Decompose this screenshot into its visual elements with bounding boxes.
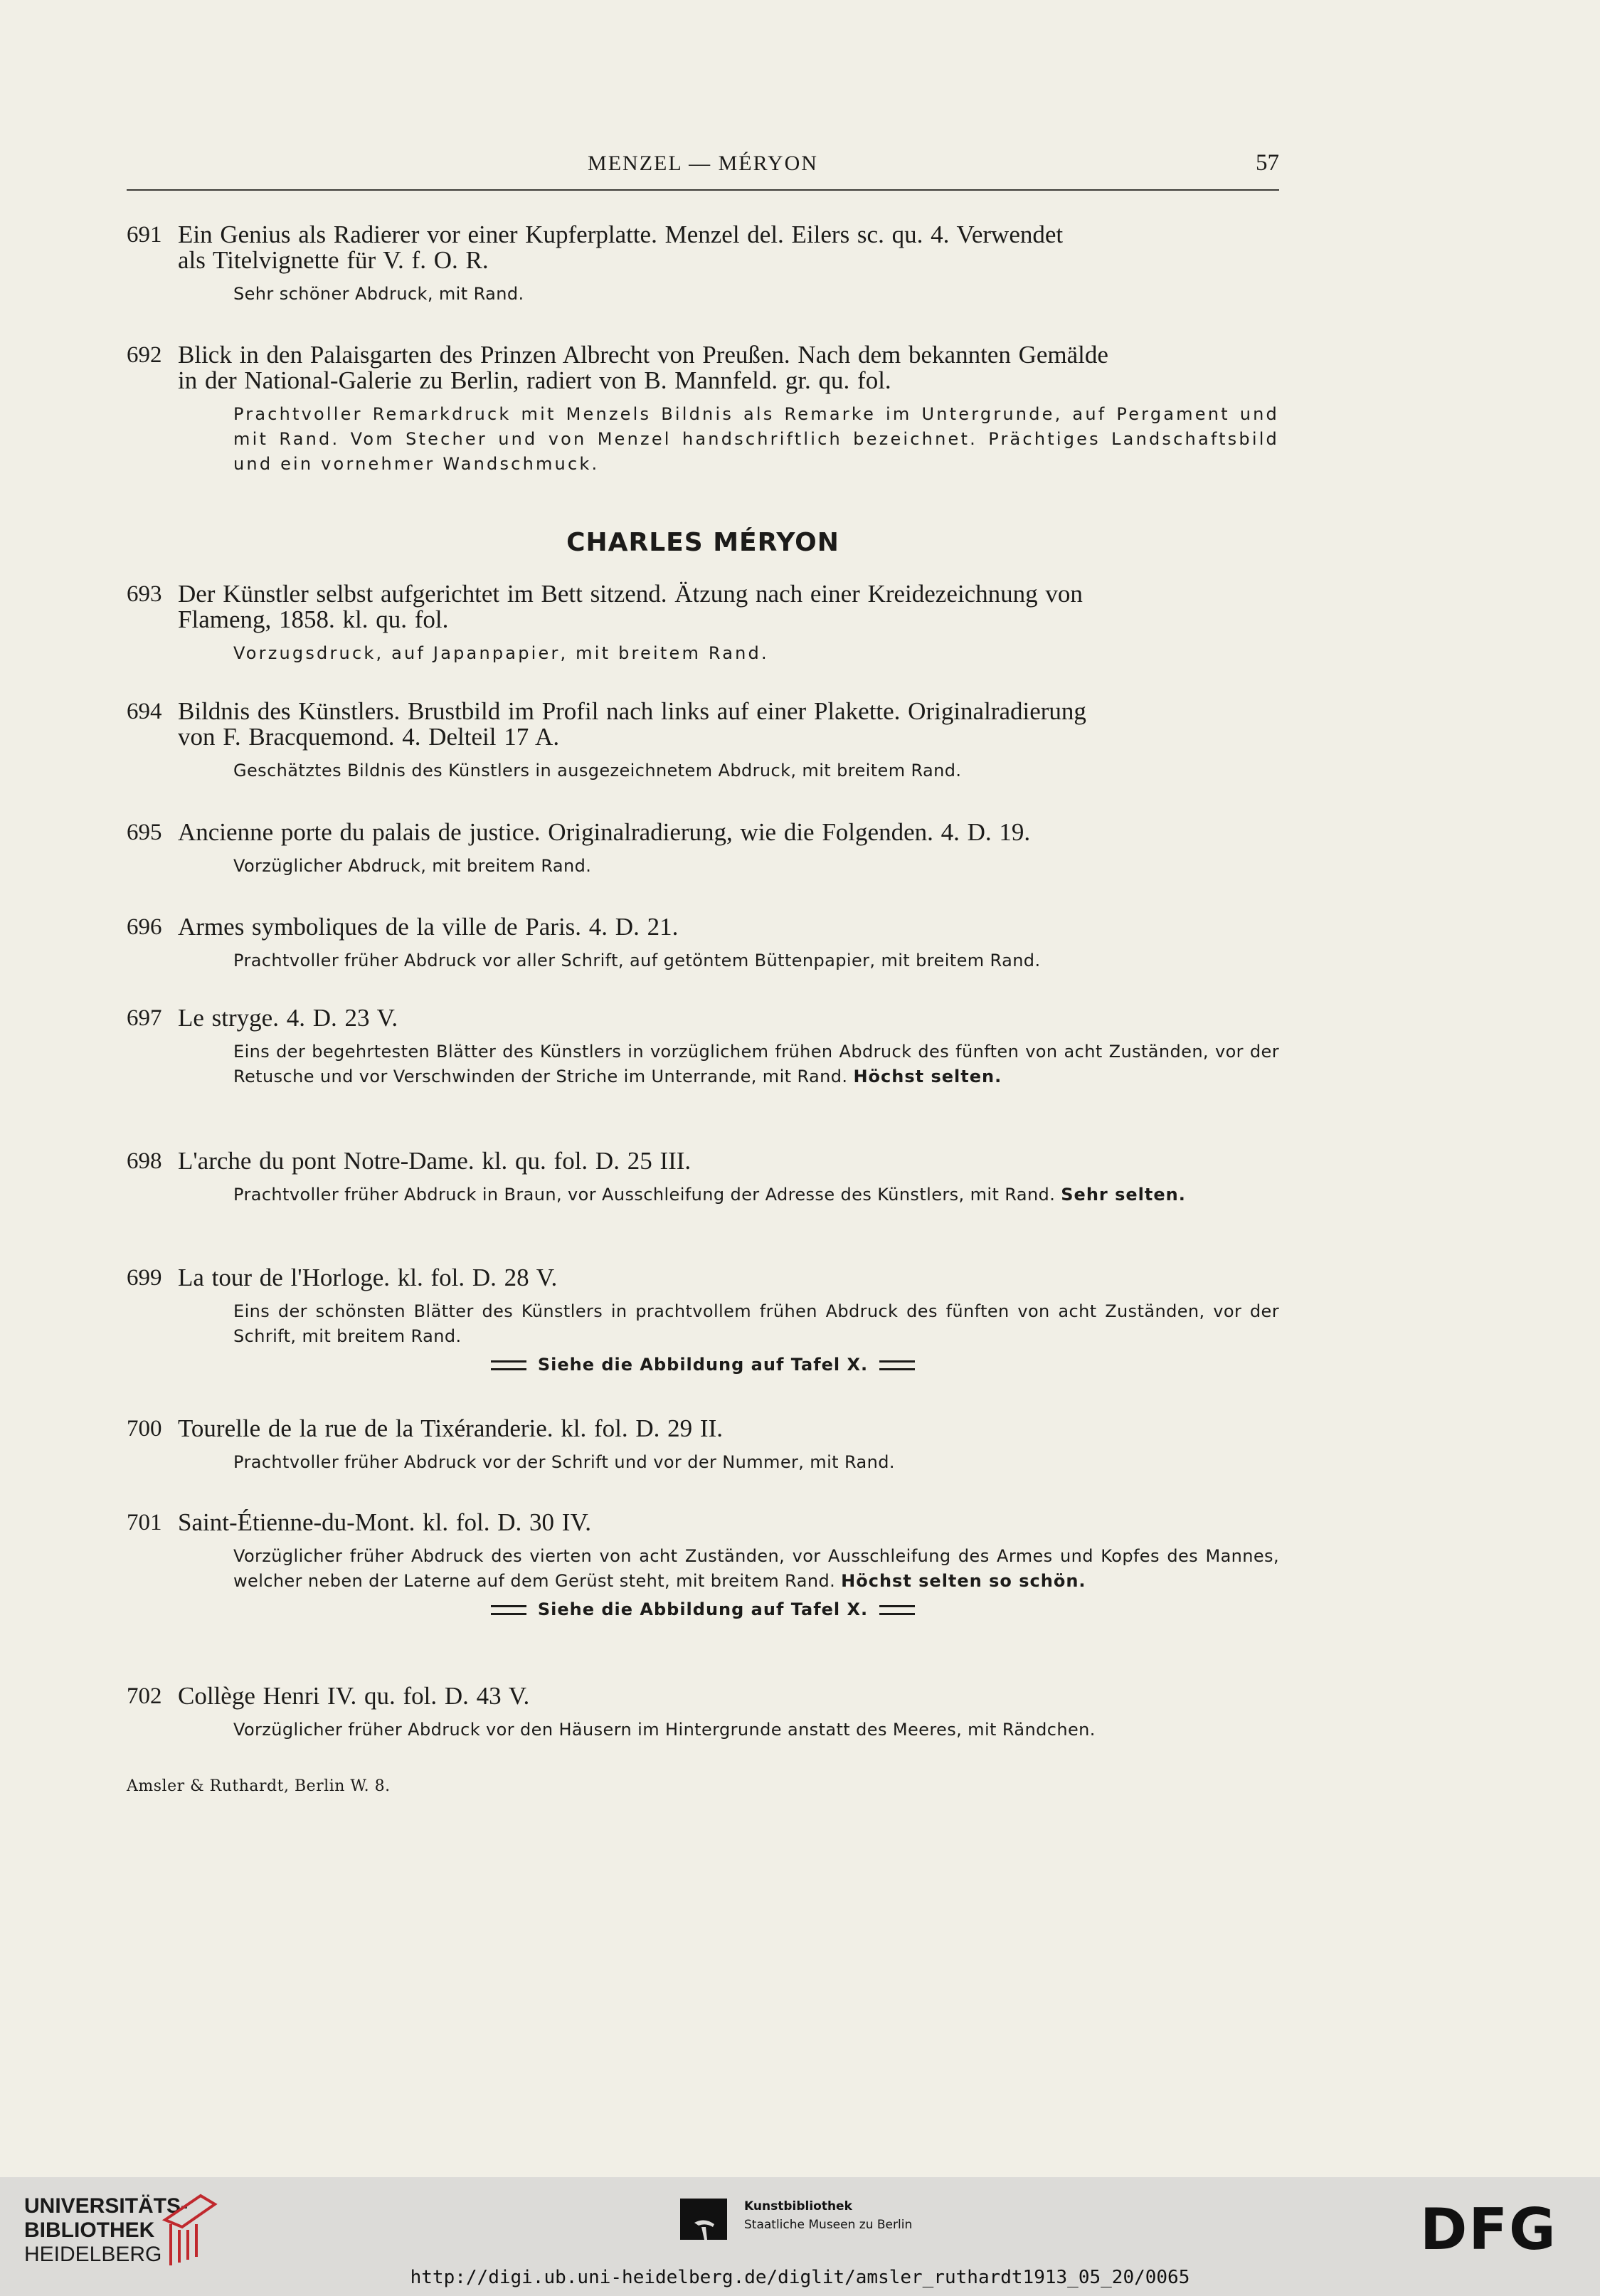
entry-number: 701 <box>127 1510 162 1535</box>
entry-number: 702 <box>127 1683 162 1709</box>
entry-number: 696 <box>127 914 162 940</box>
double-rule <box>879 1360 915 1370</box>
printer-imprint: Amsler & Ruthardt, Berlin W. 8. <box>127 1777 391 1795</box>
running-title: MENZEL — MÉRYON <box>588 152 818 175</box>
entry-description: Sehr schöner Abdruck, mit Rand. <box>233 284 524 304</box>
library-name-line: BIBLIOTHEK <box>24 2218 155 2242</box>
entry-title-line: Armes symboliques de la ville de Paris. 4. D. 21. <box>178 913 679 941</box>
entry-description: Vorzüglicher Abdruck, mit breitem Rand. <box>233 856 592 876</box>
catalog-entry-694 <box>127 699 1279 783</box>
entry-number: 697 <box>127 1005 162 1031</box>
entry-number: 693 <box>127 581 162 607</box>
catalog-entry-695 <box>127 820 1279 879</box>
entry-title-line: Saint-Étienne-du-Mont. kl. fol. D. 30 IV. <box>178 1508 591 1536</box>
entry-description: Geschätztes Bildnis des Künstlers in ausgezeichnetem Abdruck, mit breitem Rand. <box>233 761 962 781</box>
entry-title-line: La tour de l'Horloge. kl. fol. D. 28 V. <box>178 1264 558 1291</box>
entry-title-line: Ancienne porte du palais de justice. Originalradierung, wie die Folgenden. 4. D. 19. <box>178 818 1031 846</box>
entry-description <box>233 1039 1279 1089</box>
double-rule <box>491 1360 526 1370</box>
entry-description-text: Eins der begehrtesten Blätter des Künstlers in vorzüglichem frühen Abdruck des fünften von acht Zuständen, vor der Retusche und vor Verschwinden der Striche im Unterrande, mit Rand. <box>233 1042 1279 1086</box>
double-rule <box>879 1605 915 1615</box>
catalog-entry-697 <box>127 1005 1279 1089</box>
entry-number: 698 <box>127 1148 162 1174</box>
entry-description <box>233 1183 1279 1207</box>
library-name-line: UNIVERSITÄTS- <box>24 2194 189 2218</box>
catalog-entry-693 <box>127 581 1279 666</box>
page-header <box>127 146 1279 181</box>
entry-description-text: Vorzüglicher früher Abdruck des vierten von acht Zuständen, vor Ausschleifung des Armes und Kopfes des Mannes, welcher neben der Laterne auf dem Gerüst steht, mit breitem Rand. <box>233 1546 1279 1591</box>
kb-name-line: Staatliche Museen zu Berlin <box>744 2218 913 2232</box>
header-rule <box>127 189 1279 191</box>
entry-title-line: Flameng, 1858. kl. qu. fol. <box>178 605 449 633</box>
university-library-logo-icon[interactable] <box>158 2191 222 2273</box>
catalog-entry-691 <box>127 222 1279 307</box>
dfg-logo[interactable]: DFG <box>1420 2196 1557 2263</box>
catalog-entry-701 <box>127 1510 1279 1619</box>
entry-title-line: Blick in den Palaisgarten des Prinzen Albrecht von Preußen. Nach dem bekannten Gemälde <box>178 341 1108 369</box>
entry-title-line: Tourelle de la rue de la Tixéranderie. kl. fol. D. 29 II. <box>178 1414 723 1442</box>
entry-number: 699 <box>127 1265 162 1291</box>
entry-title-line: Bildnis des Künstlers. Brustbild im Profil nach links auf einer Plakette. Originalradierung <box>178 697 1086 725</box>
entry-title-line: Le stryge. 4. D. 23 V. <box>178 1004 398 1032</box>
catalog-entry-692 <box>127 342 1279 477</box>
catalog-entry-699 <box>127 1265 1279 1375</box>
catalog-entry-702 <box>127 1683 1279 1742</box>
entry-title-line: Der Künstler selbst aufgerichtet im Bett sitzend. Ätzung nach einer Kreidezeichnung von <box>178 580 1083 608</box>
permalink-url[interactable]: http://digi.ub.uni-heidelberg.de/diglit/amsler_ruthardt1913_05_20/0065 <box>410 2267 1190 2288</box>
double-rule <box>491 1605 526 1615</box>
page-number: 57 <box>1256 150 1279 176</box>
rarity-note: Sehr selten. <box>1061 1185 1186 1205</box>
entry-number: 694 <box>127 699 162 724</box>
kunstbibliothek-logo-icon[interactable] <box>680 2199 730 2245</box>
entry-number: 695 <box>127 820 162 845</box>
plate-reference <box>127 1355 1279 1375</box>
entry-description: Vorzüglicher früher Abdruck vor den Häusern im Hintergrunde anstatt des Meeres, mit Rändchen. <box>233 1720 1096 1740</box>
library-name-line: HEIDELBERG <box>24 2243 162 2266</box>
entry-description: Prachtvoller Remarkdruck mit Menzels Bildnis als Remarke im Untergrunde, auf Pergament und mit Rand. Vom Stecher und von Menzel handschriftlich bezeichnet. Prächtiges Landschaftsbild und ein vornehmer Wandschmuck. <box>233 404 1279 474</box>
catalog-entry-696 <box>127 914 1279 973</box>
kunstbibliothek-name[interactable] <box>744 2197 912 2234</box>
entry-description: Prachtvoller früher Abdruck vor aller Schrift, auf getöntem Büttenpapier, mit breitem Rand. <box>233 951 1041 970</box>
entry-title-line: in der National-Galerie zu Berlin, radiert von B. Mannfeld. gr. qu. fol. <box>178 366 891 394</box>
catalog-entry-698 <box>127 1148 1279 1207</box>
plate-reference-text: Siehe die Abbildung auf Tafel X. <box>537 1599 869 1619</box>
entry-title-line: L'arche du pont Notre-Dame. kl. qu. fol. D. 25 III. <box>178 1147 692 1175</box>
entry-description: Vorzugsdruck, auf Japanpapier, mit breitem Rand. <box>233 643 769 663</box>
entry-number: 700 <box>127 1416 162 1441</box>
entry-number: 692 <box>127 342 162 368</box>
plate-reference <box>127 1599 1279 1619</box>
entry-number: 691 <box>127 222 162 248</box>
entry-title-line: Collège Henri IV. qu. fol. D. 43 V. <box>178 1682 530 1710</box>
entry-description-text: Prachtvoller früher Abdruck in Braun, vor Ausschleifung der Adresse des Künstlers, mit Rand. <box>233 1185 1056 1205</box>
entry-description <box>233 1544 1279 1594</box>
entry-title-line: von F. Bracquemond. 4. Delteil 17 A. <box>178 723 560 751</box>
rarity-note: Höchst selten so schön. <box>841 1571 1086 1591</box>
entry-title-line: Ein Genius als Radierer vor einer Kupferplatte. Menzel del. Eilers sc. qu. 4. Verwendet <box>178 221 1064 248</box>
entry-title-line: als Titelvignette für V. f. O. R. <box>178 246 489 274</box>
entry-description: Eins der schönsten Blätter des Künstlers in prachtvollem frühen Abdruck des fünften von acht Zuständen, vor der Schrift, mit breitem Rand. <box>233 1301 1279 1346</box>
entry-description: Prachtvoller früher Abdruck vor der Schrift und vor der Nummer, mit Rand. <box>233 1452 895 1472</box>
rarity-note: Höchst selten. <box>853 1067 1002 1086</box>
section-heading: CHARLES MÉRYON <box>566 528 839 557</box>
catalog-entry-700 <box>127 1416 1279 1475</box>
plate-reference-text: Siehe die Abbildung auf Tafel X. <box>537 1355 869 1375</box>
kb-name-line: Kunstbibliothek <box>744 2199 852 2213</box>
